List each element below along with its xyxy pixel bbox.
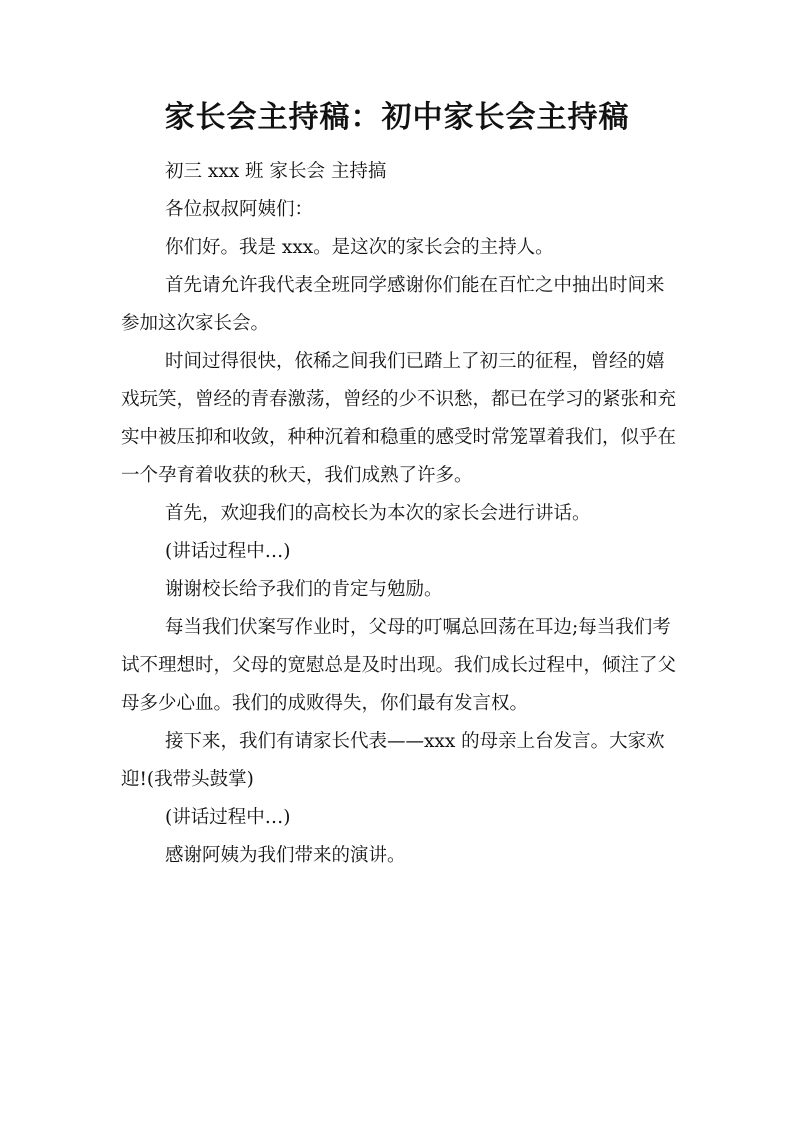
paragraph-parents: 每当我们伏案写作业时，父母的叮嘱总回荡在耳边;每当我们考试不理想时，父母的宽慰总是及时出现。我们成长过程中，倾注了父母多少心血。我们的成败得失，你们最有发言权。 bbox=[121, 617, 677, 714]
paragraph-principal: 首先，欢迎我们的高校长为本次的家长会进行讲话。 bbox=[165, 503, 591, 524]
paragraph-class-heading: 初三 xxx 班 家长会 主持搞 bbox=[165, 161, 387, 182]
paragraph-thank-principal: 谢谢校长给予我们的肯定与勉励。 bbox=[165, 579, 443, 600]
paragraph-speech-note-2: (讲话过程中…) bbox=[165, 807, 291, 828]
paragraph-hello: 你们好。我是 xxx。是这次的家长会的主持人。 bbox=[165, 237, 554, 258]
paragraph-parent-rep: 接下来，我们有请家长代表——xxx 的母亲上台发言。大家欢迎!(我带头鼓掌) bbox=[121, 731, 665, 790]
paragraph-speech-note-1: (讲话过程中…) bbox=[165, 541, 291, 562]
document-body bbox=[121, 153, 677, 875]
paragraph-thanks: 首先请允许我代表全班同学感谢你们能在百忙之中抽出时间来参加这次家长会。 bbox=[121, 275, 665, 334]
paragraph-thank-aunt: 感谢阿姨为我们带来的演讲。 bbox=[165, 845, 406, 866]
paragraph-greeting: 各位叔叔阿姨们： bbox=[165, 199, 314, 220]
paragraph-time: 时间过得很快，依稀之间我们已踏上了初三的征程，曾经的嬉戏玩笑，曾经的青春激荡，曾经的少不识愁，都已在学习的紧张和充实中被压抑和收敛，种种沉着和稳重的感受时常笼罩着我们，似乎在一个孕育着收获的秋天，我们成熟了许多。 bbox=[121, 351, 677, 486]
document-title: 家长会主持稿：初中家长会主持稿 bbox=[164, 100, 630, 135]
